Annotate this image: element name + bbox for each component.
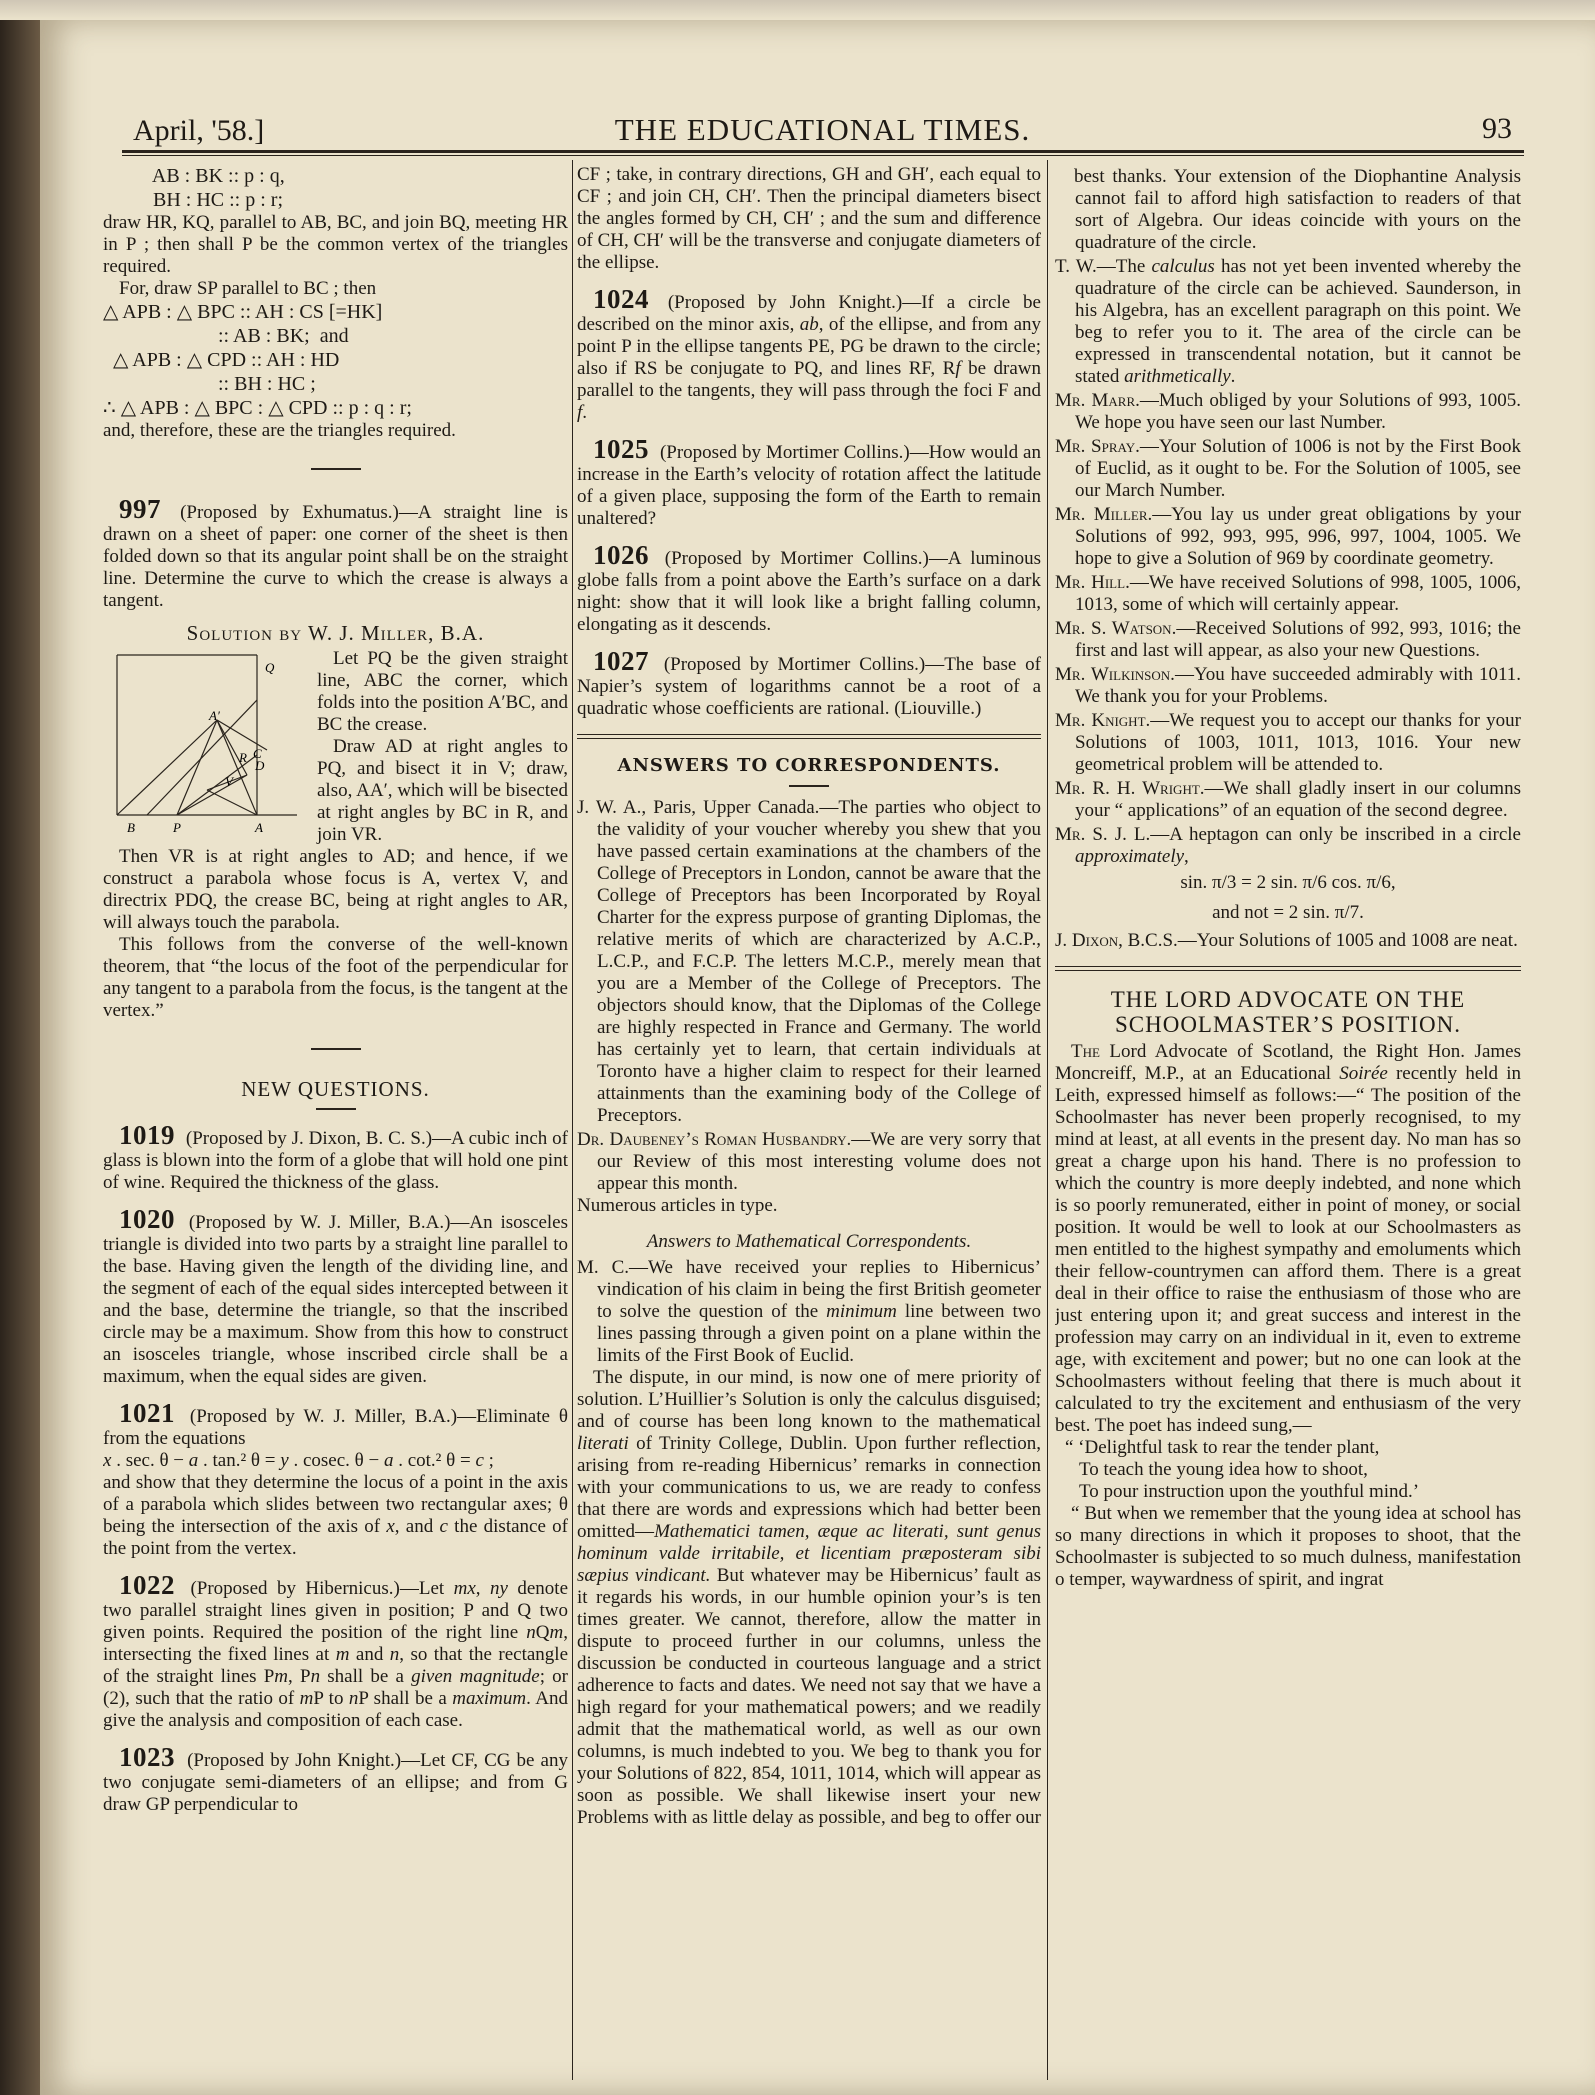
verse-line: “ ‘Delightful task to rear the tender plant, bbox=[1065, 1437, 1380, 1458]
page-top-edge bbox=[0, 0, 1595, 20]
text-run: , bbox=[475, 1578, 490, 1599]
diagram-label: D bbox=[255, 758, 265, 773]
text-run: , bbox=[1184, 846, 1189, 867]
text-run: (Proposed by Hibernicus.)—Let bbox=[181, 1578, 454, 1599]
small-caps-name: Mr. Knight. bbox=[1055, 710, 1151, 731]
diagram-line bbox=[217, 720, 257, 815]
italic-text: n bbox=[348, 1688, 359, 1709]
italic-text: f bbox=[955, 358, 961, 379]
publication-title: THE EDUCATIONAL TIMES. bbox=[614, 112, 1031, 147]
subsection-heading bbox=[577, 1231, 1041, 1253]
text-run: recently held in Leith, expressed himself as follows:—“ The position of the Schoolmaster has never been properly recognised, to my mind at least, at all events in the present day. No man has so great a charge upon his hand. There is no profession to which the country is more deeply indebted, and none which is so poorly remunerated, either in point of money, or social position. It would be well to look at our Schoolmasters as men entitled to the highest sympathy and emoluments which their fellow-countrymen can afford them. There is a great deal in their office to raise the enthusiasm of those who are just entering upon it; and great success and interest in the profession may carry on an individual in it, even to extreme age, with excitement and power; but no one can look at the Schoolmasters without feeling that there is much about it calculated to try the excitement and enthusiasm of the very best. The poet has indeed sung,— bbox=[1055, 1063, 1521, 1436]
italic-text: approximately bbox=[1075, 846, 1185, 867]
paragraph bbox=[1055, 1041, 1521, 1437]
book-spine bbox=[0, 0, 40, 2095]
formula-line: BH : HC :: p : r; bbox=[103, 189, 284, 211]
column-left bbox=[103, 164, 568, 2079]
text-run: . And give the analysis and composition of each case. bbox=[103, 1688, 568, 1731]
diagram-label: C bbox=[253, 746, 262, 761]
formula-line: △ APB : △ BPC :: AH : CS [=HK] bbox=[103, 301, 383, 323]
paragraph bbox=[1055, 618, 1521, 662]
text-run: —A heptagon can only be inscribed in a circle bbox=[1150, 824, 1521, 845]
text-run: —Your Solution of 1006 is not by the First Book of Euclid, as it ought to be. For the Solution of 1005, see our March Number. bbox=[1075, 436, 1521, 501]
text-run: P shall be a bbox=[358, 1688, 453, 1709]
text-run: (Proposed by Exhumatus.)—A straight line is drawn on a sheet of paper: one corner of the sheet is then folded down so that its angular point shall be on the straight line. Determine the curve to which the crease is always a tangent. bbox=[103, 502, 568, 611]
paragraph bbox=[103, 420, 568, 442]
italic-text: m bbox=[274, 1666, 289, 1687]
question-number: 1023 bbox=[119, 1742, 175, 1772]
paragraph bbox=[1055, 504, 1521, 570]
paragraph bbox=[103, 1398, 568, 1450]
small-caps-name: Dr. Daubeney’s Roman Husbandry. bbox=[577, 1129, 852, 1150]
text-run: —Received Solutions of 992, 993, 1016; the first and last will appear, as also your new Questions. bbox=[1075, 618, 1521, 661]
double-rule-divider bbox=[1055, 966, 1521, 971]
text-run: —We request you to accept our thanks for your Solutions of 1003, 1011, 1013, 1016. Your new geometrical problem will be attended to. bbox=[1075, 710, 1521, 775]
text-run: Lord Advocate of Scotland, the Right Hon. James Moncreiff, M.P., at an Educational bbox=[1055, 1041, 1521, 1084]
text-run: T. W.—The bbox=[1055, 256, 1152, 277]
small-caps-name: Mr. R. H. Wright. bbox=[1055, 778, 1205, 799]
paragraph bbox=[103, 1742, 568, 1816]
text-run: M. C.—We have received your replies to Hibernicus’ vindication of his claim in being the first British geometer to solve the question of the bbox=[577, 1257, 1041, 1322]
italic-text: maximum bbox=[452, 1688, 527, 1709]
text-run: Then VR is at right angles to AD; and hence, if we construct a parabola whose focus is A, vertex V, and directrix PDQ, the crease BC, being at right angles to AR, will always touch the parabola. bbox=[103, 846, 568, 933]
paragraph bbox=[103, 1450, 568, 1472]
text-run: . cosec. θ − bbox=[288, 1450, 384, 1471]
section-heading bbox=[577, 755, 1041, 777]
question-number: 1021 bbox=[119, 1398, 175, 1428]
italic-text: n bbox=[389, 1644, 400, 1665]
paragraph bbox=[1055, 778, 1521, 822]
text-run: NEW QUESTIONS. bbox=[241, 1077, 430, 1101]
italic-text: y bbox=[280, 1450, 289, 1471]
paragraph bbox=[577, 1257, 1041, 1367]
small-caps-name: Solution by W. J. Miller, B.A. bbox=[186, 621, 485, 645]
text-run: , P bbox=[288, 1666, 311, 1687]
text-run: Q bbox=[535, 1622, 550, 1643]
text-run: and bbox=[349, 1644, 390, 1665]
header-rule bbox=[122, 150, 1524, 156]
paragraph bbox=[577, 1129, 1041, 1195]
text-run: —We have received Solutions of 998, 1005, 1006, 1013, some of which will certainly appear. bbox=[1075, 572, 1521, 615]
paragraph bbox=[103, 934, 568, 1022]
text-run: (Proposed by W. J. Miller, B.A.)—An isosceles triangle is divided into two parts by a straight line parallel to the base. Having given the length of the dividing line, and the segment of each of the equal sides intercepted between it and the base, determine the triangle, so that the inscribed circle may be a maximum. Show from this how to construct an isosceles triangle, whose inscribed circle shall be a maximum, when the equal sides are given. bbox=[103, 1212, 568, 1387]
text-run: shall be a bbox=[320, 1666, 412, 1687]
paragraph bbox=[577, 1367, 1041, 1829]
text-run: and show that they determine the locus of a point in the axis of a parabola which slides between two rectangular axes; θ being the intersection of the axis of bbox=[103, 1472, 568, 1537]
text-run: This follows from the converse of the well-known theorem, that “the locus of the foot of the perpendicular for any tangent to a parabola from the focus, is the tangent at the vertex.” bbox=[103, 934, 568, 1021]
running-header bbox=[125, 108, 1520, 152]
text-run: . tan.² θ = bbox=[198, 1450, 281, 1471]
text-run: (Proposed by J. Dixon, B. C. S.)—A cubic inch of glass is blown into the form of a globe that will hold one pint of wine. Required the thickness of the glass. bbox=[103, 1128, 568, 1193]
text-run: be drawn parallel to the tangents, they will pass through the foci F and bbox=[577, 358, 1041, 401]
verse-quote bbox=[1055, 1437, 1521, 1503]
section-heading bbox=[103, 622, 568, 644]
diagram-label: A′ bbox=[209, 708, 220, 723]
diagram-label: Q bbox=[265, 660, 275, 675]
question-number: 1020 bbox=[119, 1204, 175, 1234]
italic-text: n bbox=[526, 1622, 536, 1643]
divider bbox=[311, 1048, 361, 1050]
section-heading bbox=[103, 1078, 568, 1100]
diagram-label: A bbox=[255, 820, 263, 835]
text-run: best thanks. Your extension of the Diophantine Analysis cannot fail to afford high satisfaction to readers of that sort of Algebra. Our ideas coincide with yours on the quadrature of the circle. bbox=[1055, 166, 1521, 253]
diagram-label: R bbox=[239, 750, 247, 765]
formula-line: :: BH : HC ; bbox=[103, 373, 316, 395]
paragraph bbox=[577, 797, 1041, 1127]
issue-date: April, '58.] bbox=[133, 114, 265, 147]
italic-text: mx bbox=[453, 1578, 476, 1599]
italic-text: Soirée bbox=[1339, 1063, 1388, 1084]
small-caps-name: Mr. Marr. bbox=[1055, 390, 1140, 411]
text-run: Let PQ be the given straight line, ABC the corner, which folds into the position A′BC, and BC the crease. bbox=[317, 648, 568, 735]
text-run: the distance of the point from the vertex. bbox=[103, 1516, 568, 1559]
italic-text: n bbox=[310, 1666, 321, 1687]
italic-text: ab bbox=[799, 314, 819, 335]
text-run: has not yet been invented whereby the quadrature of the circle can be achieved. Saunderson, in his Algebra, has an excellent paragraph on this point. We beg to refer you to it. The area of the circle can be expressed in transcendental notation, but it cannot be stated bbox=[1075, 256, 1521, 387]
text-run: ; or (2), such that the ratio of bbox=[103, 1666, 568, 1709]
verse-line: To pour instruction upon the youthful mind.’ bbox=[1079, 1481, 1420, 1502]
question-number: 1025 bbox=[593, 434, 649, 464]
paragraph bbox=[103, 1120, 568, 1194]
paragraph bbox=[103, 212, 568, 278]
text-run: (Proposed by John Knight.)—If a circle be described on the minor axis, bbox=[577, 292, 1041, 335]
text-run: , intersecting the fixed lines at bbox=[103, 1622, 568, 1665]
text-run: (Proposed by Mortimer Collins.)—The base of Napier’s system of logarithms cannot be a root of a quadratic whose coefficients are rational. (Liouville.) bbox=[577, 654, 1041, 719]
formula-line: ∴ △ APB : △ BPC : △ CPD :: p : q : r; bbox=[103, 397, 412, 419]
italic-text: a bbox=[383, 1450, 394, 1471]
text-run: . sec. θ − bbox=[111, 1450, 189, 1471]
paragraph bbox=[103, 1570, 568, 1732]
question-number: 1022 bbox=[119, 1570, 175, 1600]
column-middle bbox=[577, 164, 1041, 2079]
column-divider bbox=[572, 160, 573, 2080]
question-number: 1026 bbox=[593, 540, 649, 570]
paragraph bbox=[103, 1204, 568, 1388]
column-right bbox=[1055, 164, 1521, 2079]
paragraph bbox=[103, 846, 568, 934]
paragraph bbox=[577, 284, 1041, 424]
text-run: . bbox=[582, 402, 588, 423]
text-run: Numerous articles in type. bbox=[577, 1195, 778, 1216]
italic-text: minimum bbox=[826, 1301, 897, 1322]
diagram-label: V bbox=[225, 774, 233, 789]
divider bbox=[316, 1108, 356, 1110]
text-run: of Trinity College, Dublin. Upon further reflection, arising from re-reading Hibernicus’ remarks in connection with your communications to us, we are ready to confess that there are words and expressions which had better been omitted— bbox=[577, 1433, 1041, 1542]
fold-diagram bbox=[107, 650, 307, 840]
italic-text: x bbox=[103, 1450, 112, 1471]
divider bbox=[789, 785, 829, 787]
text-run: denote two parallel straight lines given in position; P and Q two given points. Required the position of the right line bbox=[103, 1578, 568, 1643]
italic-text: m bbox=[299, 1688, 314, 1709]
text-run: . bbox=[1230, 366, 1236, 387]
text-run: —We shall gladly insert in our columns your “ applications” of an equation of the second degree. bbox=[1075, 778, 1521, 821]
formula-line: sin. π/3 = 2 sin. π/6 cos. π/6, bbox=[1180, 872, 1396, 893]
paragraph bbox=[1055, 930, 1521, 952]
paragraph bbox=[1055, 166, 1521, 254]
formula-line: △ APB : △ CPD :: AH : HD bbox=[103, 349, 340, 371]
text-run: But whatever may be Hibernicus’ fault as it regards his words, in our humble opinion your’s is ten times greater. We cannot, therefore, allow the matter in dispute to proceed further in our columns, unless the discussion be conducted in courteous language and a strict adherence to facts and dates. We need not say that we have a high regard for your mathematical powers; and we readily admit that the mathematical world, as well as our own columns, is much indebted to you. We beg to thank you for your Solutions of 822, 854, 1011, 1014, which will appear as soon as possible. We shall likewise insert your new Problems with as little delay as possible, and beg to offer our bbox=[577, 1565, 1041, 1828]
paragraph bbox=[103, 278, 568, 300]
diagram-line bbox=[217, 720, 247, 775]
section-heading bbox=[1055, 987, 1521, 1037]
text-run: The dispute, in our mind, is now one of mere priority of solution. L’Huillier’s Solution is only the calculus disguised; and of course has been long known to the mathematical bbox=[577, 1367, 1041, 1432]
text-run: Answers to Mathematical Correspondents. bbox=[646, 1231, 972, 1252]
text-run: THE LORD ADVOCATE ON THE SCHOOLMASTER’S POSITION. bbox=[1110, 987, 1466, 1037]
italic-text: c bbox=[475, 1450, 484, 1471]
italic-text: x bbox=[386, 1516, 395, 1537]
formula bbox=[103, 300, 568, 420]
question-number: 1019 bbox=[119, 1120, 175, 1150]
diagram-line bbox=[207, 790, 257, 815]
small-caps-name: Mr. S. J. L. bbox=[1055, 824, 1151, 845]
paragraph bbox=[103, 1472, 568, 1560]
paragraph bbox=[577, 540, 1041, 636]
small-caps-name: Mr. S. Watson. bbox=[1055, 618, 1177, 639]
small-caps-name: Mr. Wilkinson. bbox=[1055, 664, 1175, 685]
question-number: 997 bbox=[119, 494, 161, 524]
text-run: For, draw SP parallel to BC ; then bbox=[119, 278, 377, 299]
paragraph bbox=[1055, 824, 1521, 868]
italic-text: a bbox=[188, 1450, 199, 1471]
italic-text: Mathematici tamen, æque ac literati, sunt genus hominum valde irritabile, et licentiam præposteram sibi sæpius vindicant. bbox=[577, 1521, 1041, 1586]
paragraph bbox=[577, 434, 1041, 530]
text-run: draw HR, KQ, parallel to AB, BC, and join BQ, meeting HR in P ; then shall P be the common vertex of the triangles required. bbox=[103, 212, 568, 277]
text-run: P to bbox=[313, 1688, 349, 1709]
text-run: (Proposed by Mortimer Collins.)—How would an increase in the Earth’s velocity of rotation affect the latitude of a given place, supposing the form of the Earth to remain unaltered? bbox=[577, 442, 1041, 529]
paragraph bbox=[1055, 436, 1521, 502]
small-caps-name: J. Dixon, B.C.S. bbox=[1055, 930, 1178, 951]
text-run: J. W. A., Paris, Upper Canada.—The parties who object to the validity of your voucher whereby you shew that you have passed certain examinations at the chambers of the College of Preceptors in London, cannot be aware that the College of Preceptors has been Incorporated by Royal Charter for the express purpose of granting Diplomas, the relative merits of which are characterized by A.C.P., L.C.P., and F.C.P. The letters M.C.P., merely mean that you are a Member of the College of Preceptors. The objectors should know, that the Diplomas of the College are highly respected in France and Germany. The world has certainly yet to learn, that certain individuals at Toronto have a higher claim to respect for their learned attainments than the examining body of the College of Preceptors. bbox=[577, 797, 1041, 1126]
text-run: , of the ellipse, and from any point P in the ellipse tangents PE, PG be drawn to the circle; also if RS be conjugate to PQ, and lines RF, R bbox=[577, 314, 1041, 379]
italic-text: calculus bbox=[1151, 256, 1215, 277]
paragraph bbox=[577, 646, 1041, 720]
text-run: . cot.² θ = bbox=[393, 1450, 476, 1471]
diagram-label: B bbox=[127, 820, 135, 835]
divider bbox=[311, 468, 361, 470]
formula bbox=[103, 164, 568, 212]
page-number: 93 bbox=[1482, 112, 1512, 145]
paragraph bbox=[1055, 710, 1521, 776]
question-number: 1024 bbox=[593, 284, 649, 314]
text-run: ANSWERS TO CORRESPONDENTS. bbox=[617, 755, 1001, 776]
paragraph bbox=[103, 494, 568, 612]
text-run: and, therefore, these are the triangles required. bbox=[103, 420, 456, 441]
question-number: 1027 bbox=[593, 646, 649, 676]
paragraph bbox=[1055, 1503, 1521, 1591]
formula-line: AB : BK :: p : q, bbox=[103, 165, 285, 187]
text-run: —Your Solutions of 1005 and 1008 are neat. bbox=[1177, 930, 1518, 951]
italic-text: m bbox=[549, 1622, 564, 1643]
text-run: ; bbox=[483, 1450, 494, 1471]
paragraph bbox=[1055, 664, 1521, 708]
small-caps-name: Mr. Spray. bbox=[1055, 436, 1140, 457]
formula bbox=[1055, 868, 1521, 928]
text-run: line between two lines passing through a given point on a plane within the limits of the First Book of Euclid. bbox=[597, 1301, 1041, 1366]
italic-text: m bbox=[335, 1644, 350, 1665]
double-rule-divider bbox=[577, 734, 1041, 739]
paragraph bbox=[1055, 256, 1521, 388]
small-caps-name: Mr. Miller. bbox=[1055, 504, 1153, 525]
verse-line: To teach the young idea how to shoot, bbox=[1079, 1459, 1368, 1480]
paragraph bbox=[577, 164, 1041, 274]
italic-text: arithmetically bbox=[1124, 366, 1231, 387]
text-run: (Proposed by W. J. Miller, B.A.)—Eliminate θ from the equations bbox=[103, 1406, 568, 1449]
paragraph bbox=[577, 1195, 1041, 1217]
diagram-line bbox=[177, 775, 247, 815]
paragraph bbox=[1055, 390, 1521, 434]
formula-line: :: AB : BK; and bbox=[103, 325, 349, 347]
italic-text: ny bbox=[489, 1578, 508, 1599]
text-run: (Proposed by Mortimer Collins.)—A luminous globe falls from a point above the Earth’s surface on a dark night: show that it will look like a bright falling column, elongating as it descends. bbox=[577, 548, 1041, 635]
text-run: , and bbox=[394, 1516, 440, 1537]
formula-line: and not = 2 sin. π/7. bbox=[1212, 902, 1364, 923]
text-run: Draw AD at right angles to PQ, and bisect it in V; draw, also, AA′, which will be bisected at right angles by BC in R, and join VR. bbox=[317, 736, 568, 845]
column-divider bbox=[1047, 160, 1048, 2080]
text-run: —Much obliged by your Solutions of 993, 1005. We hope you have seen our last Number. bbox=[1075, 390, 1521, 433]
text-run: “ But when we remember that the young idea at school has so many directions in which it proposes to shoot, that the Schoolmaster is subjected to so much dulness, manifestation o temper, waywardness of spirit, and ingrat bbox=[1055, 1503, 1521, 1590]
paragraph bbox=[1055, 572, 1521, 616]
text-run: (Proposed by John Knight.)—Let CF, CG be any two conjugate semi-diameters of an ellipse; and from G draw GP perpendicular to bbox=[103, 1750, 568, 1815]
text-run: CF ; take, in contrary directions, GH and GH′, each equal to CF ; and join CH, CH′. Then the principal diameters bisect the angles formed by CH, CH′ ; and the sum and difference of CH, CH′ will be the transverse and conjugate diameters of the ellipse. bbox=[577, 164, 1041, 273]
small-caps-name: The bbox=[1071, 1041, 1100, 1062]
italic-text: literati bbox=[577, 1433, 629, 1454]
small-caps-name: Mr. Hill. bbox=[1055, 572, 1130, 593]
italic-text: given magnitude bbox=[411, 1666, 540, 1687]
text-run: , so that the rectangle of the straight lines P bbox=[103, 1644, 568, 1687]
text-run: —You lay us under great obligations by your Solutions of 992, 993, 995, 996, 997, 1004, 1005. We hope to give a Solution of 969 by coordinate geometry. bbox=[1075, 504, 1521, 569]
text-run: —We are very sorry that our Review of this most interesting volume does not appear this month. bbox=[597, 1129, 1041, 1194]
diagram-label: P bbox=[173, 820, 181, 835]
italic-text: f bbox=[577, 402, 583, 423]
text-run: —You have succeeded admirably with 1011. We thank you for your Problems. bbox=[1075, 664, 1521, 707]
italic-text: c bbox=[439, 1516, 448, 1537]
